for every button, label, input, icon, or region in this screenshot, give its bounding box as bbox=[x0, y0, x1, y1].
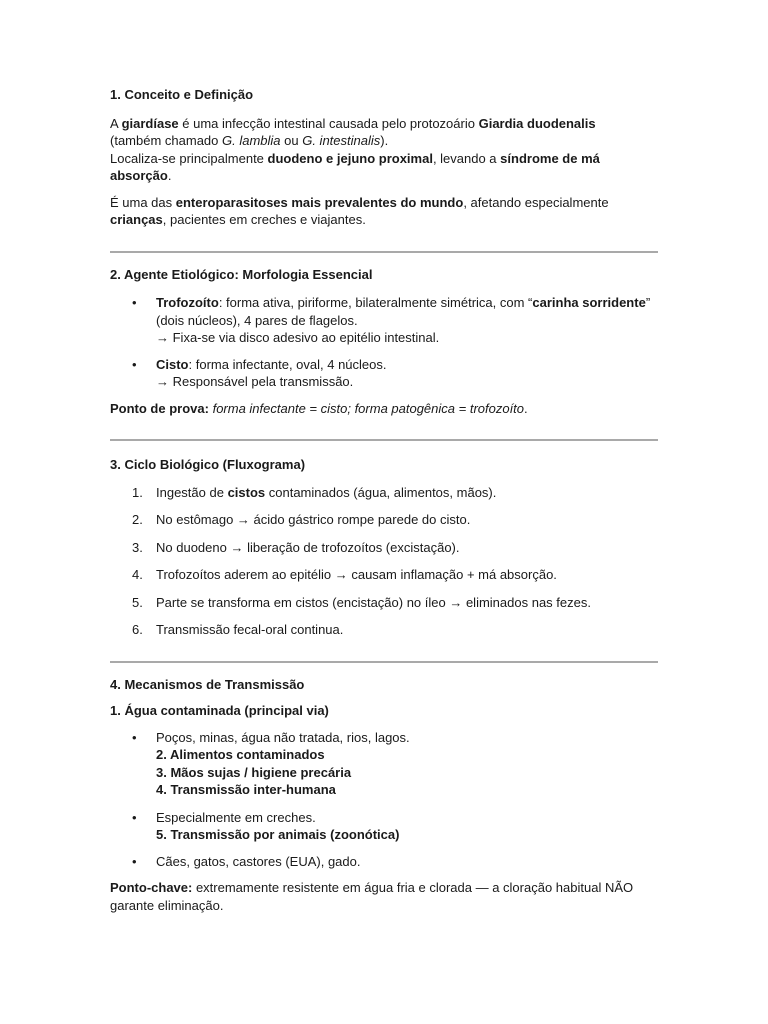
subheading-inter-humana: 4. Transmissão inter-humana bbox=[156, 782, 336, 797]
text: No estômago → ácido gástrico rompe parede do cisto. bbox=[156, 512, 471, 527]
cycle-step bbox=[110, 539, 658, 557]
text: (também chamado bbox=[110, 133, 222, 148]
section-title-transmission: 4. Mecanismos de Transmissão bbox=[110, 676, 305, 692]
section-divider bbox=[110, 251, 658, 253]
list-item-creches bbox=[110, 809, 658, 844]
bullet-icon: • bbox=[132, 853, 137, 869]
exam-point bbox=[110, 400, 658, 418]
text: → Fixa-se via disco adesivo ao epitélio intestinal. bbox=[156, 330, 440, 345]
text: , afetando especialmente bbox=[463, 194, 609, 210]
text: ). bbox=[380, 133, 389, 148]
paragraph-definition bbox=[110, 115, 658, 185]
term-giardia-duodenalis: Giardia duodenalis bbox=[478, 115, 596, 131]
subheading-alimentos: 2. Alimentos contaminados bbox=[156, 747, 325, 762]
label-ponto-de-prova: Ponto de prova: bbox=[110, 400, 209, 416]
term-enteroparasitoses: enteroparasitoses mais prevalentes do mundo bbox=[175, 194, 464, 210]
list-item-water bbox=[110, 729, 658, 799]
bullet-icon: • bbox=[132, 729, 137, 745]
text: ” (dois núcleos), 4 pares de flagelos. bbox=[156, 295, 651, 328]
text: Especialmente em creches. bbox=[156, 809, 316, 825]
subheading-maos: 3. Mãos sujas / higiene precária bbox=[156, 764, 352, 780]
text: : forma ativa, piriforme, bilateralmente simétrica, com “ bbox=[218, 295, 533, 310]
text: extremamente resistente em água fria e clorada — a cloração habitual NÃO garante eliminação. bbox=[110, 880, 634, 913]
document-content bbox=[110, 86, 658, 914]
list-item-cisto bbox=[110, 356, 658, 391]
section-morphology bbox=[110, 266, 658, 418]
cycle-step bbox=[110, 511, 658, 529]
text: Cães, gatos, castores (EUA), gado. bbox=[156, 853, 361, 869]
cycle-step bbox=[110, 594, 658, 612]
text: ou bbox=[280, 133, 303, 148]
bullet-icon: • bbox=[132, 356, 137, 372]
term-trofozoito: Trofozoíto bbox=[156, 295, 219, 310]
list-item-animals bbox=[110, 853, 658, 871]
term-g-intestinalis: G. intestinalis bbox=[302, 133, 381, 148]
text: É uma das bbox=[110, 194, 176, 210]
term-g-lamblia: G. lamblia bbox=[222, 133, 281, 148]
text: Transmissão fecal-oral continua. bbox=[156, 622, 344, 637]
cycle-list bbox=[110, 484, 658, 639]
text: contaminados (água, alimentos, mãos). bbox=[265, 484, 497, 500]
cycle-step bbox=[110, 484, 658, 502]
text: : forma infectante, oval, 4 núcleos. bbox=[188, 356, 387, 372]
list-item-trofozoito bbox=[110, 294, 658, 347]
section-title-concept: 1. Conceito e Definição bbox=[110, 87, 254, 102]
step-number: 4. bbox=[132, 567, 143, 582]
step-number: 2. bbox=[132, 512, 143, 527]
bullet-icon: • bbox=[132, 809, 137, 825]
bullet-icon: • bbox=[132, 295, 137, 310]
section-divider bbox=[110, 661, 658, 663]
section-title-morphology: 2. Agente Etiológico: Morfologia Essencial bbox=[110, 266, 373, 282]
term-criancas: crianças bbox=[110, 212, 163, 227]
text: Trofozoítos aderem ao epitélio → causam inflamação + má absorção. bbox=[156, 567, 557, 582]
text: A bbox=[110, 115, 122, 131]
subheading-zoonotica: 5. Transmissão por animais (zoonótica) bbox=[156, 827, 400, 842]
text: Ingestão de bbox=[156, 484, 228, 500]
text: → Responsável pela transmissão. bbox=[156, 374, 354, 389]
section-divider bbox=[110, 439, 658, 441]
text: . bbox=[167, 168, 172, 183]
subheading-agua: 1. Água contaminada (principal via) bbox=[110, 703, 329, 718]
paragraph-prevalence bbox=[110, 194, 658, 229]
term-carinha-sorridente: carinha sorridente bbox=[532, 295, 646, 310]
term-duodeno-jejuno: duodeno e jejuno proximal bbox=[267, 150, 433, 166]
text: . bbox=[524, 400, 528, 416]
term-cisto: Cisto bbox=[156, 356, 189, 372]
text: Poços, minas, água não tratada, rios, lagos. bbox=[156, 729, 410, 745]
term-giardiase: giardíase bbox=[121, 115, 179, 131]
text: , pacientes em creches e viajantes. bbox=[162, 212, 366, 227]
section-concept bbox=[110, 86, 658, 229]
section-cycle bbox=[110, 456, 658, 639]
text: , levando a bbox=[432, 150, 501, 166]
section-transmission bbox=[110, 676, 658, 915]
text: No duodeno → liberação de trofozoítos (excistação). bbox=[156, 539, 460, 555]
text: forma infectante = cisto; forma patogênica = trofozoíto bbox=[212, 400, 525, 416]
text: Parte se transforma em cistos (encistação) no íleo → eliminados nas fezes. bbox=[156, 594, 591, 610]
step-number: 5. bbox=[132, 594, 143, 610]
transmission-list bbox=[110, 729, 658, 871]
term-cistos: cistos bbox=[227, 484, 266, 500]
step-number: 3. bbox=[132, 539, 143, 555]
text: Localiza-se principalmente bbox=[110, 150, 268, 166]
label-ponto-chave: Ponto-chave: bbox=[110, 880, 193, 895]
section-title-cycle: 3. Ciclo Biológico (Fluxograma) bbox=[110, 457, 306, 472]
step-number: 6. bbox=[132, 622, 143, 637]
text: é uma infecção intestinal causada pelo protozoário bbox=[178, 115, 479, 131]
step-number: 1. bbox=[132, 484, 143, 500]
key-point bbox=[110, 879, 658, 914]
cycle-step bbox=[110, 566, 658, 584]
cycle-step bbox=[110, 621, 658, 639]
morphology-list bbox=[110, 294, 658, 391]
term-sindrome-ma-absorcao: síndrome de má absorção bbox=[110, 150, 600, 183]
